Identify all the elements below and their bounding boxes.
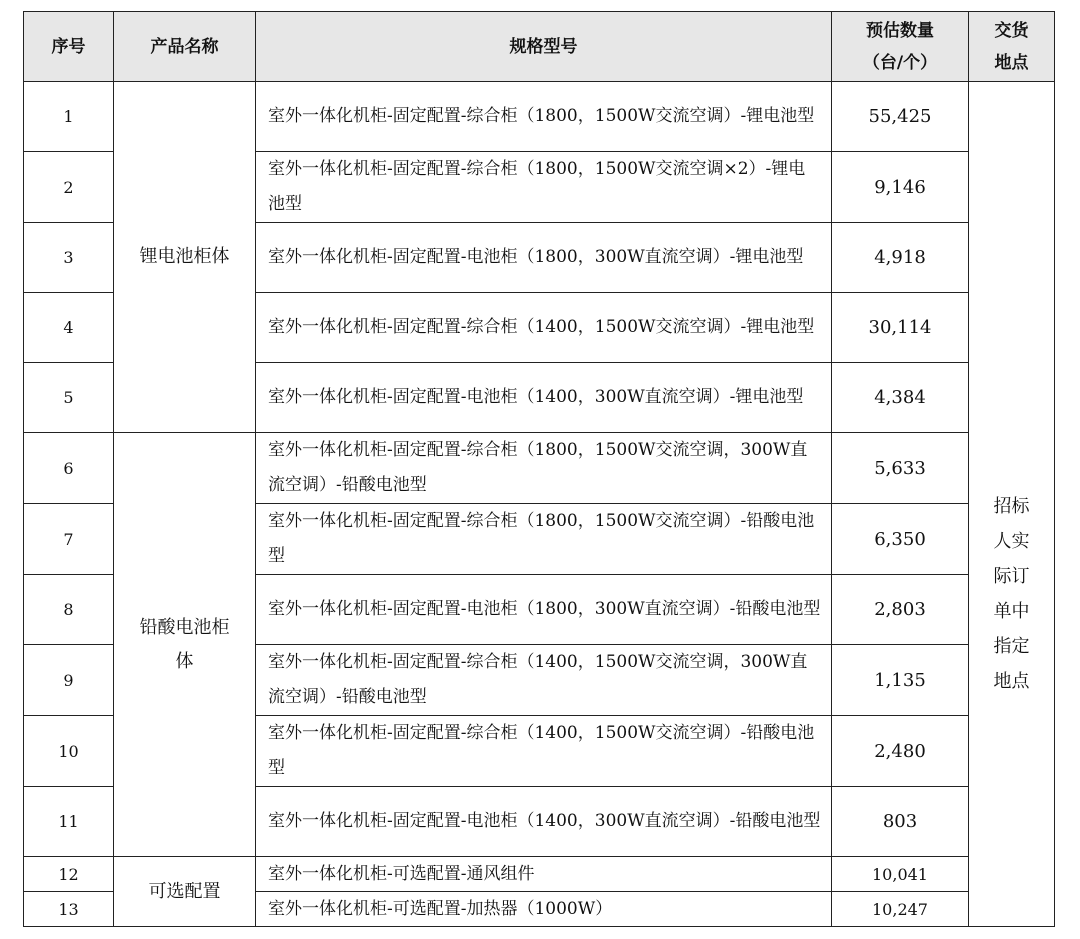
row-spec: 室外一体化机柜-固定配置-电池柜（1800，300W直流空调）-锂电池型 [256, 223, 832, 293]
product-group-lead-acid [114, 433, 256, 857]
header-row [24, 12, 1055, 82]
row-index: 1 [24, 82, 114, 152]
row-qty: 55,425 [832, 82, 969, 152]
procurement-table [23, 11, 1055, 927]
row-spec: 室外一体化机柜-固定配置-电池柜（1400，300W直流空调）-铅酸电池型 [256, 787, 832, 857]
header-qty-line1: 预估数量 [866, 20, 934, 41]
row-index: 8 [24, 575, 114, 645]
row-qty: 2,480 [832, 716, 969, 787]
row-spec: 室外一体化机柜-固定配置-综合柜（1400，1500W交流空调，300W直流空调）-铅酸电池型 [256, 645, 832, 716]
row-spec: 室外一体化机柜-固定配置-综合柜（1800，1500W交流空调×2）-锂电池型 [256, 152, 832, 223]
row-spec: 室外一体化机柜-固定配置-综合柜（1800，1500W交流空调）-锂电池型 [256, 82, 832, 152]
header-product-name: 产品名称 [114, 12, 256, 82]
product-group-optional [114, 857, 256, 927]
row-spec: 室外一体化机柜-固定配置-综合柜（1400，1500W交流空调）-锂电池型 [256, 293, 832, 363]
row-spec: 室外一体化机柜-可选配置-加热器（1000W） [256, 892, 832, 927]
row-index: 5 [24, 363, 114, 433]
row-qty: 803 [832, 787, 969, 857]
product-group-label: 铅酸电池柜体 [139, 616, 230, 672]
row-spec: 室外一体化机柜-固定配置-综合柜（1800，1500W交流空调）-铅酸电池型 [256, 504, 832, 575]
product-group-label: 锂电池柜体 [139, 246, 230, 267]
header-place-line2: 地点 [994, 52, 1029, 73]
row-spec: 室外一体化机柜-固定配置-综合柜（1800，1500W交流空调，300W直流空调）-铅酸电池型 [256, 433, 832, 504]
row-qty: 9,146 [832, 152, 969, 223]
row-index: 9 [24, 645, 114, 716]
row-qty: 4,918 [832, 223, 969, 293]
product-group-label: 可选配置 [148, 880, 221, 902]
table-row [24, 433, 1055, 504]
delivery-place-text: 招标人实际订单中指定地点 [993, 496, 1030, 692]
header-spec-model: 规格型号 [256, 12, 832, 82]
row-qty: 2,803 [832, 575, 969, 645]
row-spec: 室外一体化机柜-固定配置-电池柜（1800，300W直流空调）-铅酸电池型 [256, 575, 832, 645]
row-index: 7 [24, 504, 114, 575]
header-index: 序号 [24, 12, 114, 82]
row-qty: 4,384 [832, 363, 969, 433]
row-index: 6 [24, 433, 114, 504]
row-qty: 10,247 [832, 892, 969, 927]
row-index: 11 [24, 787, 114, 857]
row-index: 3 [24, 223, 114, 293]
row-qty: 6,350 [832, 504, 969, 575]
row-index: 13 [24, 892, 114, 927]
row-index: 10 [24, 716, 114, 787]
table-row [24, 82, 1055, 152]
row-index: 12 [24, 857, 114, 892]
row-spec: 室外一体化机柜-固定配置-电池柜（1400，300W直流空调）-锂电池型 [256, 363, 832, 433]
procurement-table-container [23, 11, 1055, 927]
row-index: 4 [24, 293, 114, 363]
product-group-lithium [114, 82, 256, 433]
row-qty: 1,135 [832, 645, 969, 716]
row-qty: 30,114 [832, 293, 969, 363]
delivery-place-cell [969, 82, 1055, 927]
header-qty-line2: （台/个） [862, 52, 938, 73]
row-spec: 室外一体化机柜-可选配置-通风组件 [256, 857, 832, 892]
row-index: 2 [24, 152, 114, 223]
row-spec: 室外一体化机柜-固定配置-综合柜（1400，1500W交流空调）-铅酸电池型 [256, 716, 832, 787]
header-delivery-place [969, 12, 1055, 82]
table-row [24, 857, 1055, 892]
header-estimated-qty [832, 12, 969, 82]
row-qty: 10,041 [832, 857, 969, 892]
header-place-line1: 交货 [994, 20, 1029, 41]
row-qty: 5,633 [832, 433, 969, 504]
